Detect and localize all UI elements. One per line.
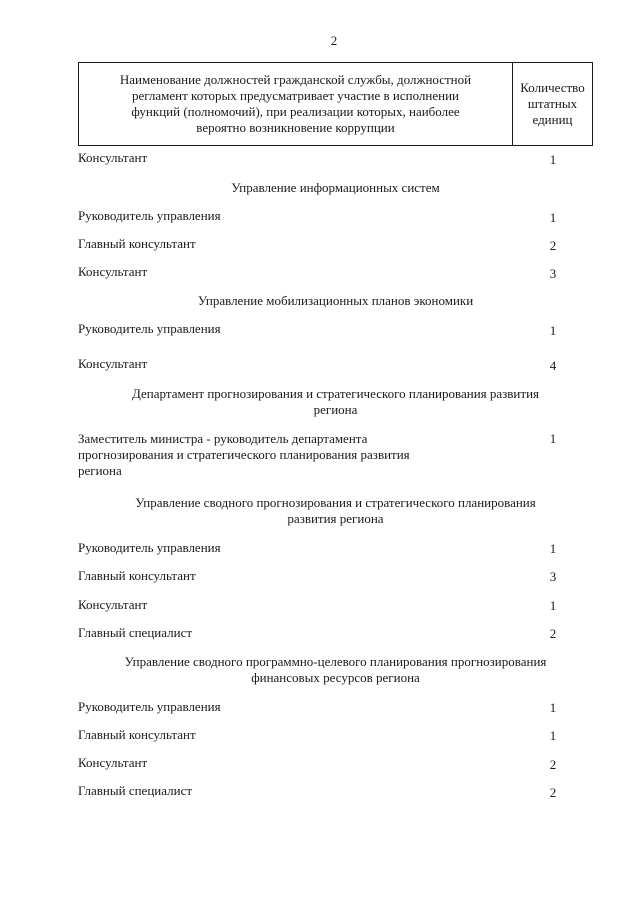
section-title: Департамент прогнозирования и стратегического планирования развития региона: [132, 386, 539, 417]
position-count: 3: [549, 569, 557, 584]
position-label: Главный консультант: [78, 568, 196, 583]
position-label: Консультант: [78, 264, 148, 279]
position-column-header: Наименование должностей гражданской службы, должностной регламент которых предусматривает участие в исполнении функций (полномочий), при реализации которых, наиболее вероятно возникновение коррупции: [79, 63, 513, 145]
position-count: 1: [549, 598, 557, 613]
page-number: 2: [330, 33, 338, 48]
table-header: [78, 62, 593, 146]
position-label: Руководитель управления: [78, 699, 221, 714]
position-count: 2: [549, 785, 557, 800]
section-title: Управление информационных систем: [231, 180, 440, 195]
position-count: 2: [549, 626, 557, 641]
position-count: 1: [549, 728, 557, 743]
position-label: Главный консультант: [78, 727, 196, 742]
position-count: 1: [549, 700, 557, 715]
position-count: 2: [549, 238, 557, 253]
position-count: 1: [549, 541, 557, 556]
position-count: 1: [549, 323, 557, 338]
position-label: Консультант: [78, 597, 148, 612]
position-count: 4: [549, 358, 557, 373]
position-label: Руководитель управления: [78, 540, 221, 555]
count-column-header: Количество штатных единиц: [520, 80, 585, 127]
position-count: 1: [549, 152, 557, 167]
position-label: Руководитель управления: [78, 208, 221, 223]
position-label: Заместитель министра - руководитель департамента прогнозирования и стратегического планирования развития региона: [78, 431, 410, 478]
position-count: 1: [549, 431, 557, 446]
position-label: Главный консультант: [78, 236, 196, 251]
position-label: Главный специалист: [78, 625, 193, 640]
section-title: Управление сводного прогнозирования и стратегического планирования развития региона: [135, 495, 536, 526]
position-label: Консультант: [78, 755, 148, 770]
position-label: Главный специалист: [78, 783, 193, 798]
section-title: Управление мобилизационных планов экономики: [197, 293, 474, 308]
position-count: 3: [549, 266, 557, 281]
position-count: 1: [549, 210, 557, 225]
position-label: Консультант: [78, 150, 148, 165]
position-count: 2: [549, 757, 557, 772]
position-label: Консультант: [78, 356, 148, 371]
position-label: Руководитель управления: [78, 321, 221, 336]
section-title: Управление сводного программно-целевого планирования прогнозирования финансовых ресурсов региона: [124, 654, 547, 685]
